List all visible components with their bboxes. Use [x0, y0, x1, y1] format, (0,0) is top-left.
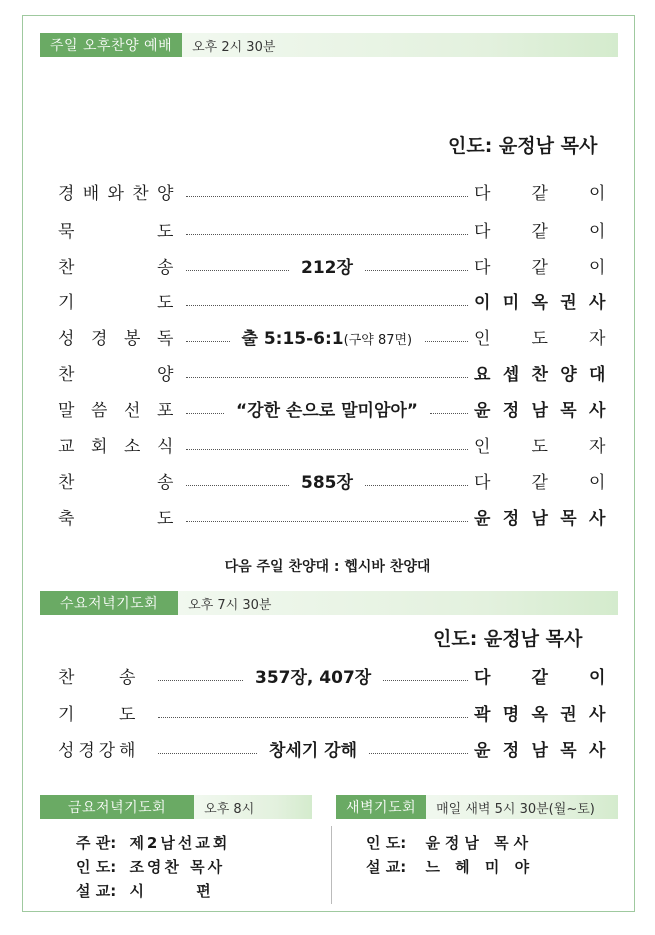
- char: 강: [98, 741, 116, 761]
- order-label: [58, 181, 174, 207]
- char: 다: [474, 258, 491, 278]
- order-person: [474, 362, 606, 388]
- char: 씀: [91, 401, 108, 421]
- char: 다: [474, 184, 491, 204]
- char: 윤: [474, 401, 491, 421]
- leader-dots: [158, 717, 468, 718]
- order-detail: [301, 472, 353, 494]
- dawn-value: 윤정남 목사: [425, 834, 534, 852]
- char: 요: [474, 365, 491, 385]
- char: 송: [157, 473, 174, 493]
- char: 회: [91, 437, 108, 457]
- sunday-leader: 인도: 윤정남 목사: [448, 135, 598, 157]
- order-row: [58, 362, 606, 388]
- char: 와: [107, 184, 124, 204]
- order-row: [58, 290, 606, 316]
- order-row: [58, 506, 606, 532]
- leader-dots: [186, 485, 289, 486]
- order-row: [58, 326, 606, 352]
- char: 사: [589, 293, 606, 313]
- order-row: [58, 219, 606, 245]
- order-detail-text: 585장: [301, 473, 353, 493]
- order-person: [474, 470, 606, 496]
- order-row: [58, 255, 606, 281]
- leader-dots: [186, 270, 289, 271]
- leader-dots: [186, 449, 468, 450]
- friday-header: [40, 795, 312, 819]
- order-person: [474, 506, 606, 532]
- char: 윤: [474, 741, 491, 761]
- leader-dots: [430, 413, 468, 414]
- order-row: [58, 665, 606, 691]
- order-detail: [236, 400, 418, 422]
- order-label: [58, 738, 174, 764]
- char: 찬: [58, 668, 75, 688]
- leader-dots: [365, 270, 468, 271]
- order-person: [474, 326, 606, 352]
- friday-line: [76, 856, 225, 877]
- friday-value: 조영찬 목사: [129, 858, 226, 876]
- char: 성: [58, 329, 75, 349]
- char: 이: [589, 184, 606, 204]
- char: 자: [589, 329, 606, 349]
- friday-line: [76, 880, 214, 901]
- char: 사: [589, 741, 606, 761]
- dawn-line: [366, 832, 533, 853]
- char: 대: [589, 365, 606, 385]
- char: 같: [531, 668, 548, 688]
- char: 경: [58, 184, 75, 204]
- char: 도: [531, 437, 548, 457]
- order-detail-text: 창세기 강해: [269, 741, 358, 761]
- order-detail: [269, 740, 357, 762]
- char: 해: [119, 741, 136, 761]
- order-label: [58, 470, 174, 496]
- leader-dots: [186, 377, 468, 378]
- leader-dots: [369, 753, 468, 754]
- dawn-header: [336, 795, 618, 819]
- char: 같: [531, 258, 548, 278]
- char: 말: [58, 401, 75, 421]
- char: 봉: [124, 329, 141, 349]
- order-detail-text: 출 5:15-6:1: [241, 329, 344, 349]
- char: 독: [157, 329, 174, 349]
- char: 양: [157, 184, 174, 204]
- char: 찬: [531, 365, 548, 385]
- char: 정: [502, 741, 520, 761]
- order-label: [58, 506, 174, 532]
- dawn-line: [366, 856, 534, 877]
- dawn-tag: 새벽기도회: [336, 795, 426, 819]
- order-label: [58, 255, 174, 281]
- char: 다: [474, 222, 491, 242]
- char: 정: [502, 401, 520, 421]
- char: 정: [502, 509, 520, 529]
- friday-tag: 금요저녁기도회: [40, 795, 194, 819]
- friday-value: 시 편: [129, 882, 214, 900]
- char: 도: [157, 222, 174, 242]
- char: 찬: [58, 473, 75, 493]
- char: 다: [474, 473, 491, 493]
- order-row: [58, 434, 606, 460]
- next-choir-note: 다음 주일 찬양대 : 헵시바 찬양대: [224, 559, 431, 575]
- friday-key: 주 관:: [76, 834, 117, 852]
- order-detail: [242, 328, 413, 352]
- dawn-key: 설 교:: [366, 858, 407, 876]
- order-person: [474, 398, 606, 424]
- dawn-time: 매일 새벽 5시 30분(월~토): [426, 795, 618, 819]
- leader-dots: [365, 485, 468, 486]
- char: 이: [589, 473, 606, 493]
- order-row: [58, 181, 606, 207]
- char: 찬: [58, 258, 75, 278]
- char: 도: [157, 293, 174, 313]
- order-person: [474, 702, 606, 728]
- order-label: [58, 665, 174, 691]
- friday-time: 오후 8시: [194, 795, 312, 819]
- char: 찬: [58, 365, 75, 385]
- char: 윤: [474, 509, 491, 529]
- char: 목: [560, 741, 577, 761]
- char: 포: [157, 401, 174, 421]
- char: 축: [58, 509, 75, 529]
- char: 경: [91, 329, 108, 349]
- char: 도: [531, 329, 548, 349]
- friday-key: 설 교:: [76, 882, 117, 900]
- char: 도: [119, 705, 136, 725]
- order-label: [58, 362, 174, 388]
- order-row: [58, 738, 606, 764]
- char: 배: [82, 184, 100, 204]
- order-detail: [301, 257, 353, 279]
- friday-line: [76, 832, 230, 853]
- char: 다: [474, 668, 491, 688]
- char: 자: [589, 437, 606, 457]
- char: 기: [58, 705, 75, 725]
- order-label: [58, 398, 174, 424]
- char: 선: [124, 401, 141, 421]
- leader-dots: [158, 680, 243, 681]
- char: 경: [78, 741, 95, 761]
- char: 양: [560, 365, 577, 385]
- char: 같: [531, 222, 548, 242]
- char: 미: [502, 293, 520, 313]
- wednesday-tag: 수요저녁기도회: [40, 591, 178, 615]
- char: 목: [560, 509, 577, 529]
- wednesday-header: [40, 591, 618, 615]
- char: 남: [531, 509, 548, 529]
- order-row: [58, 702, 606, 728]
- char: 같: [531, 473, 548, 493]
- char: 옥: [531, 705, 548, 725]
- order-detail-text: “강한 손으로 말미암아”: [236, 401, 418, 421]
- order-detail-text: 357장, 407장: [255, 668, 372, 688]
- sunday-time: 오후 2시 30분: [182, 33, 618, 57]
- order-row: [58, 398, 606, 424]
- leader-dots: [425, 341, 469, 342]
- char: 이: [589, 222, 606, 242]
- leader-dots: [186, 521, 468, 522]
- char: 사: [589, 705, 606, 725]
- char: 묵: [58, 222, 75, 242]
- char: 명: [502, 705, 520, 725]
- char: 곽: [474, 705, 491, 725]
- char: 소: [124, 437, 141, 457]
- order-person: [474, 665, 606, 691]
- char: 인: [474, 329, 491, 349]
- order-person: [474, 181, 606, 207]
- leader-dots: [186, 196, 468, 197]
- dawn-key: 인 도:: [366, 834, 407, 852]
- friday-key: 인 도:: [76, 858, 117, 876]
- order-person: [474, 738, 606, 764]
- char: 양: [157, 365, 174, 385]
- sunday-tag: 주일 오후찬양 예배: [40, 33, 182, 57]
- char: 기: [58, 293, 75, 313]
- char: 셉: [502, 365, 520, 385]
- order-label: [58, 219, 174, 245]
- order-detail-note: (구약 87면): [343, 333, 413, 348]
- order-detail-text: 212장: [301, 258, 353, 278]
- order-row: [58, 470, 606, 496]
- char: 옥: [531, 293, 548, 313]
- order-label: [58, 434, 174, 460]
- order-label: [58, 326, 174, 352]
- order-label: [58, 290, 174, 316]
- wednesday-leader: 인도: 윤정남 목사: [433, 628, 583, 650]
- char: 인: [474, 437, 491, 457]
- char: 교: [58, 437, 75, 457]
- char: 도: [157, 509, 174, 529]
- leader-dots: [186, 305, 468, 306]
- dawn-value: 느 헤 미 야: [425, 858, 535, 876]
- order-person: [474, 290, 606, 316]
- char: 남: [531, 741, 548, 761]
- char: 같: [531, 184, 548, 204]
- char: 사: [589, 401, 606, 421]
- leader-dots: [186, 413, 224, 414]
- char: 목: [560, 401, 577, 421]
- leader-dots: [158, 753, 257, 754]
- order-person: [474, 434, 606, 460]
- char: 남: [531, 401, 548, 421]
- leader-dots: [186, 234, 468, 235]
- sunday-header: [40, 33, 618, 57]
- leader-dots: [186, 341, 230, 342]
- char: 식: [157, 437, 174, 457]
- char: 성: [58, 741, 75, 761]
- order-person: [474, 255, 606, 281]
- char: 이: [589, 258, 606, 278]
- char: 권: [560, 705, 577, 725]
- column-divider: [331, 826, 332, 904]
- char: 찬: [132, 184, 149, 204]
- order-person: [474, 219, 606, 245]
- char: 사: [589, 509, 606, 529]
- friday-value: 제2남선교회: [129, 834, 231, 852]
- wednesday-time: 오후 7시 30분: [178, 591, 618, 615]
- char: 권: [560, 293, 577, 313]
- char: 송: [157, 258, 174, 278]
- order-label: [58, 702, 174, 728]
- char: 송: [119, 668, 136, 688]
- char: 이: [589, 668, 606, 688]
- order-detail: [255, 667, 371, 689]
- char: 이: [474, 293, 491, 313]
- leader-dots: [383, 680, 468, 681]
